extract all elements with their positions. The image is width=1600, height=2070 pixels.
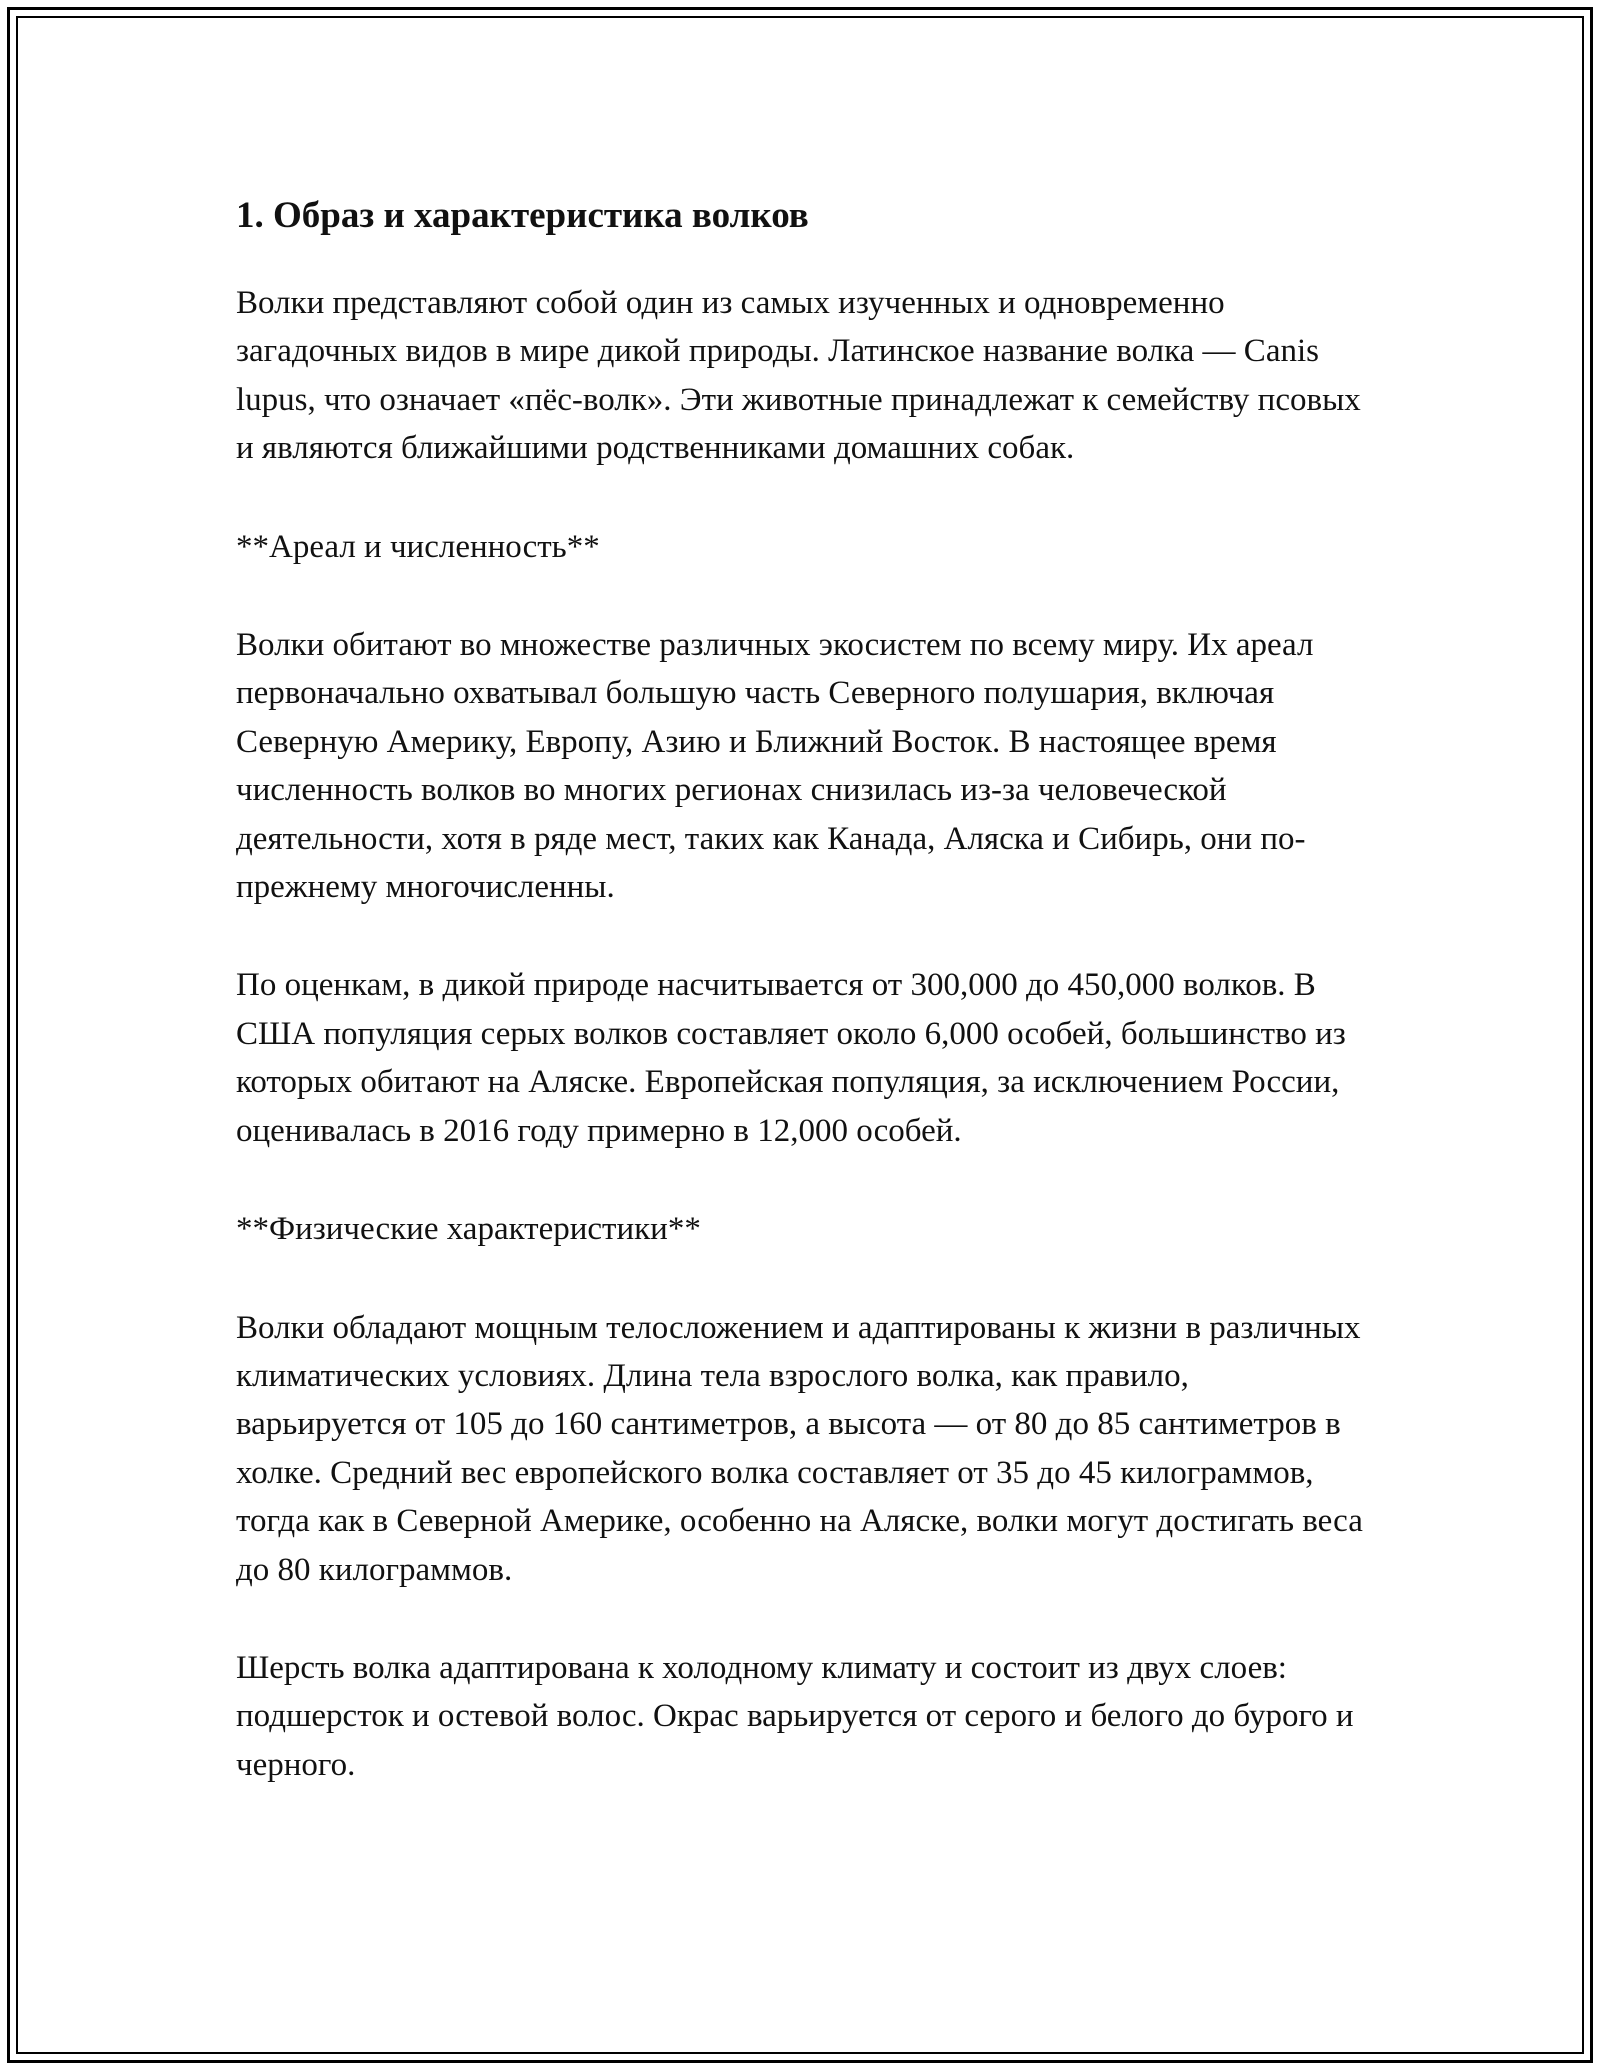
fur-paragraph: Шерсть волка адаптирована к холодному климату и состоит из двух слоев: подшерсток и остевой волос. Окрас варьируется от серого и белого до бурого и черного. [236,1649,1354,1783]
body-size-paragraph: Волки обладают мощным телосложением и адаптированы к жизни в различных климатических условиях. Длина тела взрослого волка, как правило, варьируется от 105 до 160 сантиметров, а высота — от 80 до 85 сантиметров в холке. Средний вес европейского волка составляет от 35 до 45 килограммов, тогда как в Северной Америке, особенно на Аляске, волки могут достигать веса до 80 килограммов. [236,1309,1363,1588]
intro-paragraph: Волки представляют собой один из самых изученных и одновременно загадочных видов в мире дикой природы. Латинское название волка — Canis lupus, что означает «пёс-волк». Эти животные принадлежат к семейству псовых и являются ближайшими родственниками домашних собак. [236,285,1361,467]
subheading-range-population: **Ареал и численность** [236,528,600,565]
section-title: 1. Образ и характеристика волков [236,195,809,236]
document-body [236,185,1366,1839]
subheading-physical-characteristics: **Физические характеристики** [236,1211,701,1248]
range-paragraph: Волки обитают во множестве различных экосистем по всему миру. Их ареал первоначально охватывал большую часть Северного полушария, включая Северную Америку, Европу, Азию и Ближний Восток. В настоящее время численность волков во многих регионах снизилась из-за человеческой деятельности, хотя в ряде мест, таких как Канада, Аляска и Сибирь, они по-прежнему многочисленны. [236,627,1314,906]
population-paragraph: По оценкам, в дикой природе насчитывается от 300,000 до 450,000 волков. В США популяция серых волков составляет около 6,000 особей, большинство из которых обитают на Аляске. Европейская популяция, за исключением России, оценивалась в 2016 году примерно в 12,000 особей. [236,967,1346,1149]
